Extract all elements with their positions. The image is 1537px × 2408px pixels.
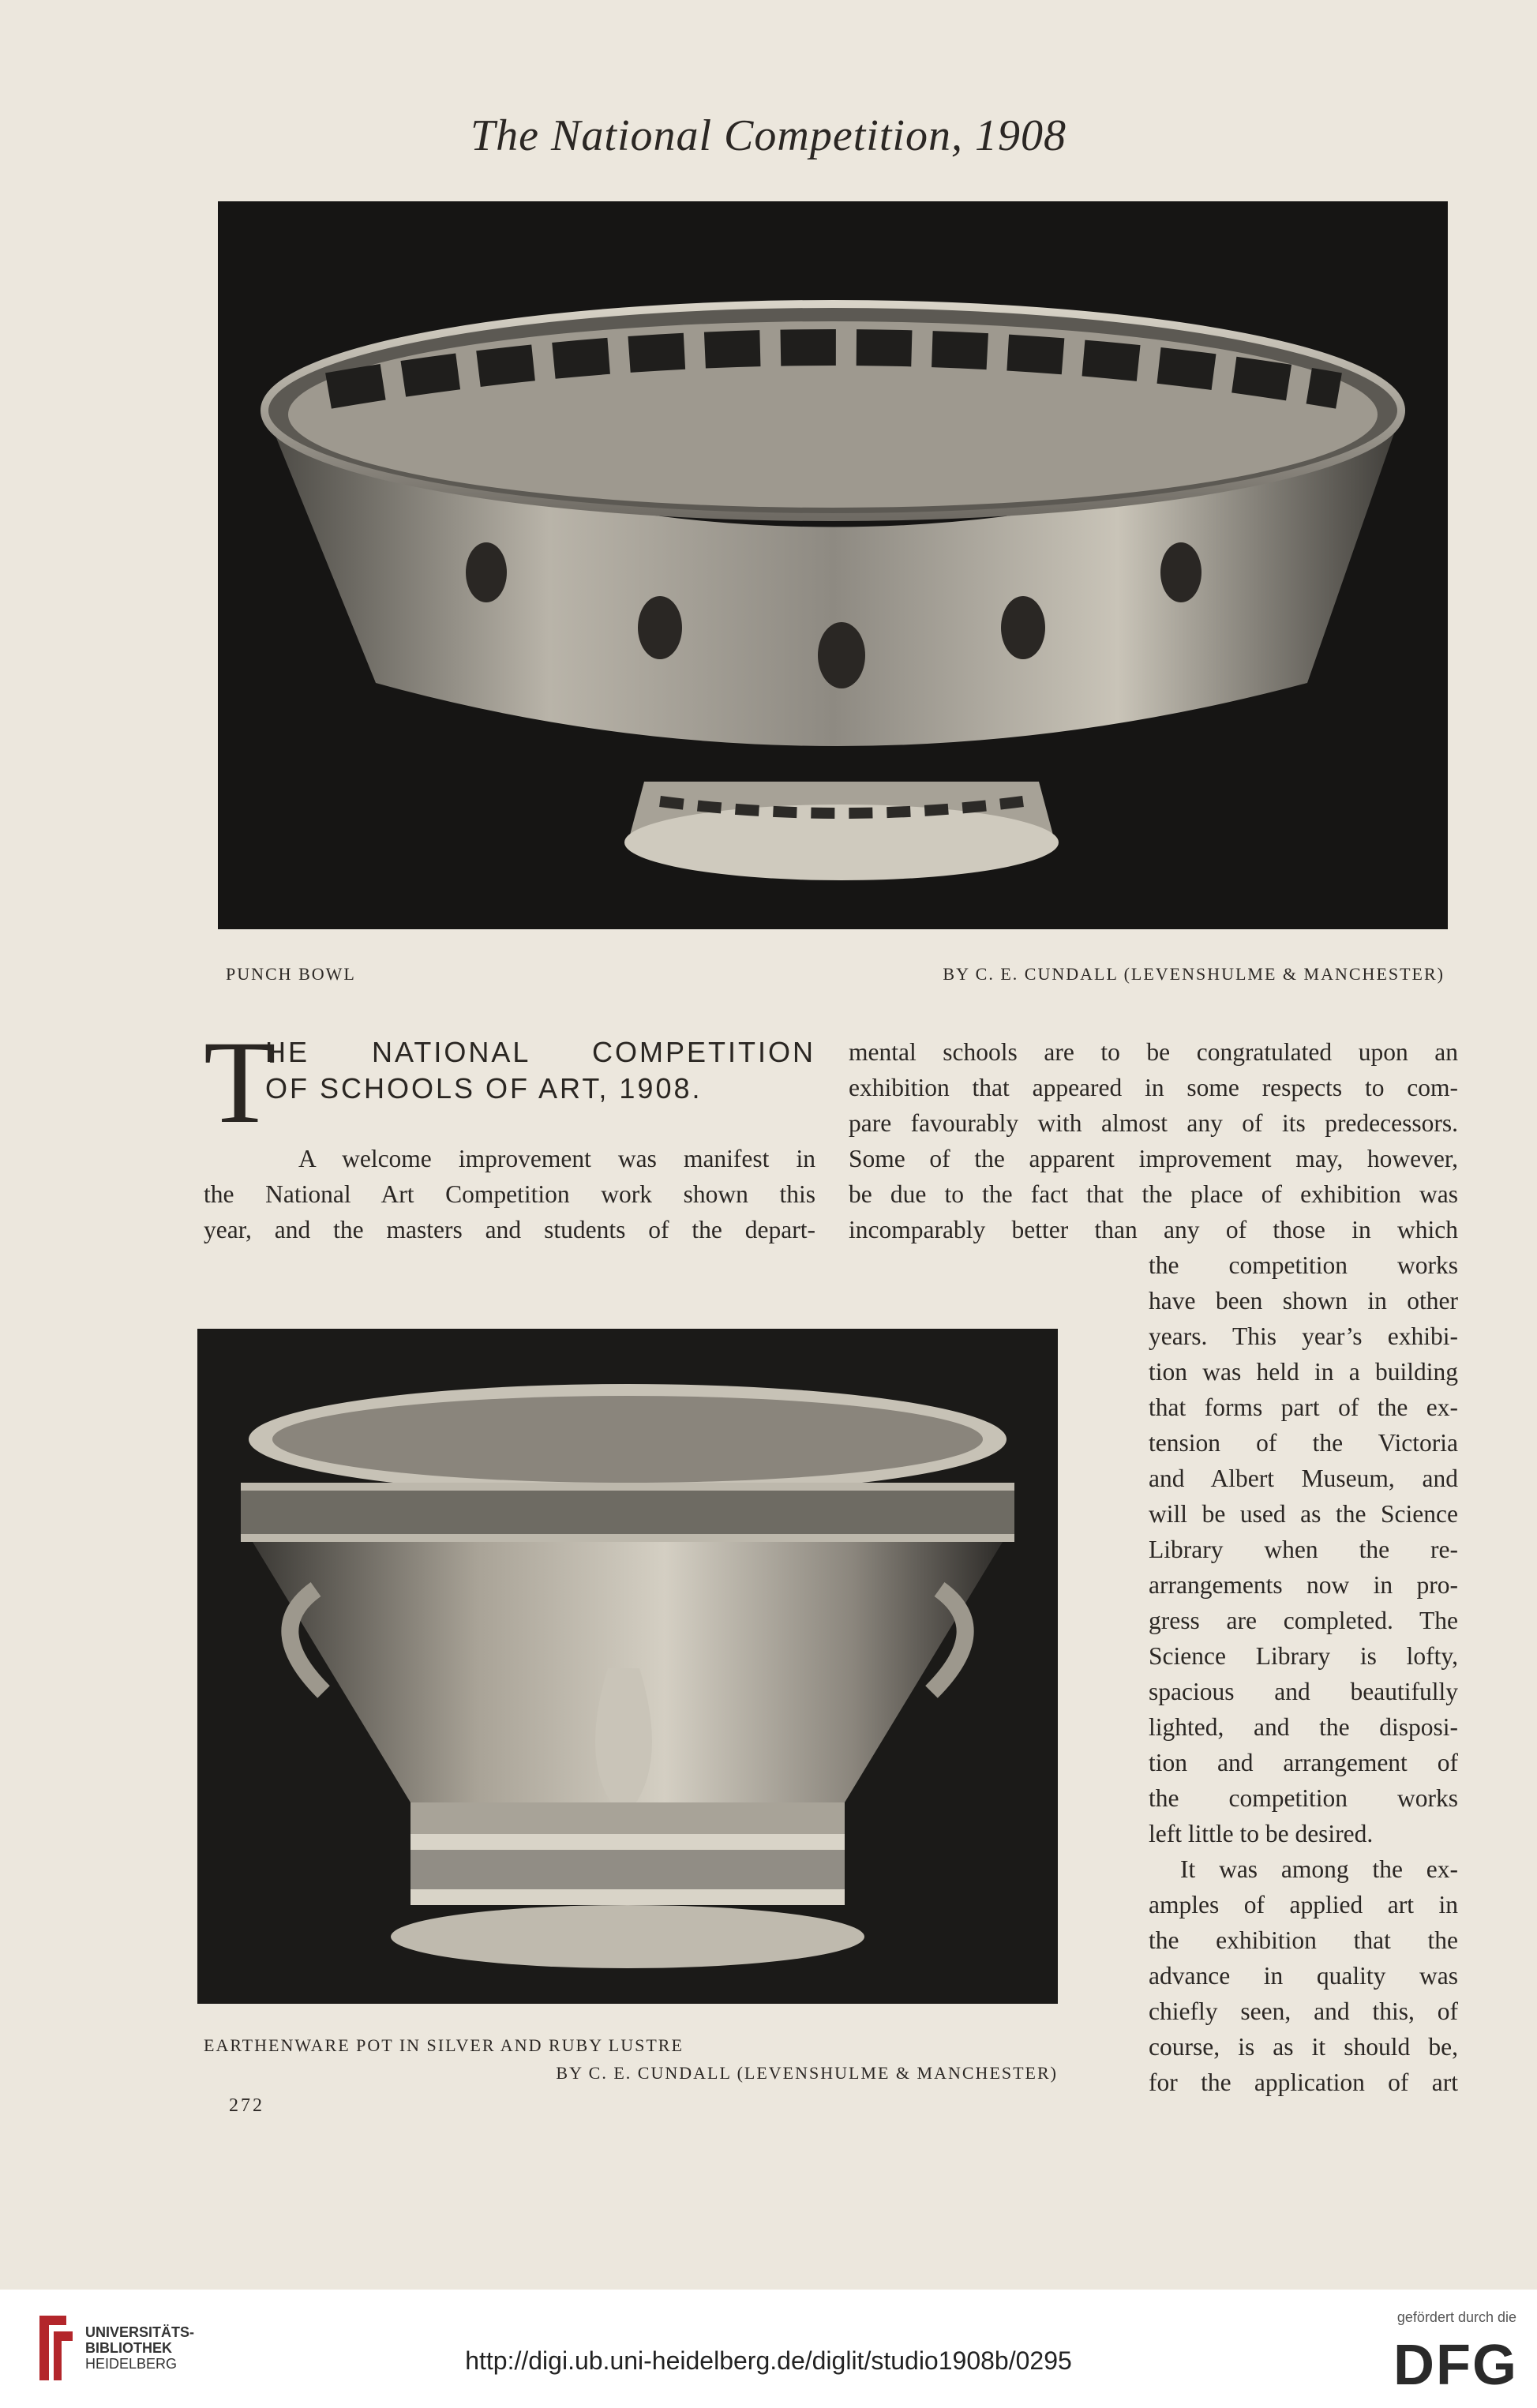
text-line: spacious and beautifully bbox=[1149, 1678, 1458, 1705]
library-line-1: UNIVERSITÄTS- bbox=[85, 2324, 195, 2340]
text-line: exhibition that appeared in some respects to com- bbox=[849, 1074, 1458, 1101]
text-line: chiefly seen, and this, of bbox=[1149, 1997, 1458, 2025]
text-line: the competition works bbox=[1149, 1784, 1458, 1812]
sponsor-text: gefördert durch die bbox=[1396, 2309, 1516, 2325]
article-heading bbox=[204, 1017, 815, 1148]
text-line: Science Library is lofty, bbox=[1149, 1642, 1458, 1670]
text-line: tion and arrangement of bbox=[1149, 1749, 1458, 1776]
library-line-2: BIBLIOTHEK bbox=[85, 2340, 172, 2356]
text-line: arrangements now in pro- bbox=[1149, 1571, 1458, 1599]
text-line: left little to be desired. bbox=[1149, 1820, 1374, 1847]
opening-paragraph bbox=[204, 1141, 815, 1247]
earthenware-pot-photo bbox=[197, 1329, 1058, 2004]
text-line: years. This year’s exhibi- bbox=[1149, 1322, 1458, 1350]
dfg-logo: DFG bbox=[1393, 2334, 1518, 2397]
text-line: A welcome improvement was manifest in bbox=[298, 1145, 815, 1172]
article-right-column bbox=[849, 1034, 1458, 1247]
text-line: It was among the ex- bbox=[1180, 1855, 1458, 1883]
heading-line-1: HE NATIONAL COMPETITION bbox=[265, 1036, 815, 1068]
text-line: for the application of art bbox=[1149, 2069, 1458, 2096]
text-line: Some of the apparent improvement may, however, bbox=[849, 1145, 1458, 1172]
text-line: and Albert Museum, and bbox=[1149, 1465, 1458, 1492]
text-line: year, and the masters and students of the depart- bbox=[204, 1216, 815, 1243]
text-line: the National Art Competition work shown this bbox=[204, 1180, 815, 1208]
running-head: The National Competition, 1908 bbox=[470, 111, 1067, 160]
text-line: lighted, and the disposi- bbox=[1149, 1713, 1458, 1741]
text-line: advance in quality was bbox=[1149, 1962, 1458, 1990]
punch-bowl-caption: PUNCH BOWL bbox=[226, 964, 356, 984]
punch-bowl-illustration bbox=[218, 201, 1448, 929]
punch-bowl-photo bbox=[218, 201, 1448, 929]
text-line: incomparably better than any of those in which bbox=[849, 1216, 1458, 1243]
text-line: be due to the fact that the place of exhibition was bbox=[849, 1180, 1458, 1208]
text-line: that forms part of the ex- bbox=[1149, 1393, 1458, 1421]
text-line: pare favourably with almost any of its predecessors. bbox=[849, 1109, 1458, 1137]
drop-cap: T bbox=[204, 1017, 276, 1148]
text-line: gress are completed. The bbox=[1149, 1607, 1458, 1634]
earthenware-pot-caption: EARTHENWARE POT IN SILVER AND RUBY LUSTRE bbox=[204, 2035, 684, 2055]
punch-bowl-credit: BY C. E. CUNDALL (LEVENSHULME & MANCHESTER) bbox=[943, 964, 1445, 984]
article-left-column bbox=[204, 1017, 815, 1247]
earthenware-pot-credit: BY C. E. CUNDALL (LEVENSHULME & MANCHESTER) bbox=[556, 2063, 1058, 2083]
page-number: 272 bbox=[229, 2095, 264, 2116]
text-line: amples of applied art in bbox=[1149, 1891, 1458, 1919]
text-line: mental schools are to be congratulated upon an bbox=[849, 1038, 1458, 1066]
article-narrow-column bbox=[1149, 1247, 1458, 2100]
text-line: the exhibition that the bbox=[1149, 1926, 1458, 1954]
earthenware-pot-illustration bbox=[197, 1329, 1058, 2004]
text-line: tion was held in a building bbox=[1149, 1358, 1458, 1386]
permalink-url[interactable]: http://digi.ub.uni-heidelberg.de/diglit/studio1908b/0295 bbox=[465, 2346, 1072, 2375]
text-line: Library when the re- bbox=[1149, 1536, 1458, 1563]
library-line-3: HEIDELBERG bbox=[85, 2356, 178, 2372]
text-line: course, is as it should be, bbox=[1149, 2033, 1458, 2061]
text-line: have been shown in other bbox=[1149, 1287, 1458, 1315]
text-line: tension of the Victoria bbox=[1149, 1429, 1458, 1457]
text-line: the competition works bbox=[1149, 1251, 1458, 1279]
heading-line-2: OF SCHOOLS OF ART, 1908. bbox=[265, 1072, 703, 1105]
text-line: will be used as the Science bbox=[1149, 1500, 1458, 1528]
